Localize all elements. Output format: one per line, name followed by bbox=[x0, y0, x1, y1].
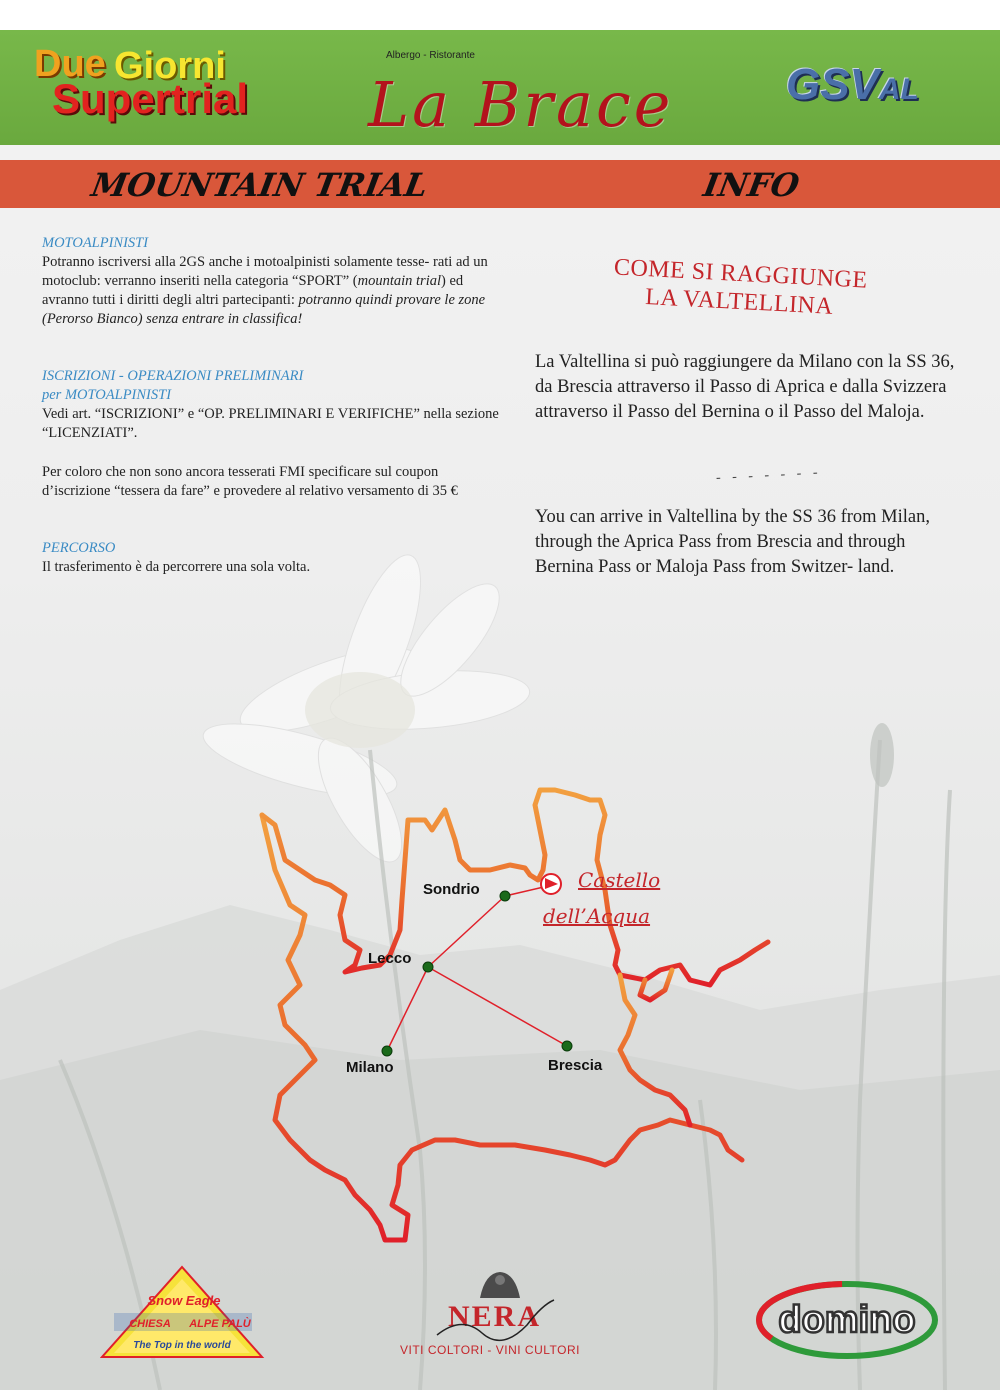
snow-eagle-slogan: The Top in the world bbox=[133, 1340, 231, 1351]
logo-supertrial: Supertrial bbox=[52, 75, 249, 122]
nera-tagline: VITI COLTORI - VINI CULTORI bbox=[400, 1343, 580, 1357]
iscrizioni-heading-line2: per MOTOALPINISTI bbox=[42, 387, 172, 403]
motoalpinisti-text-part1: Potranno iscriversi alla 2GS anche i motoalpinisti solamente tesse- rati ad un motoclub: verranno inseriti nella categoria “SPORT” ( bbox=[42, 254, 488, 289]
domino-wordmark: domino bbox=[778, 1299, 916, 1341]
gsval-suffix: AL bbox=[878, 73, 919, 106]
lecco-marker bbox=[423, 962, 433, 972]
tesserati-text: Per coloro che non sono ancora tesserati FMI specificare sul coupon d’iscrizione “tessera da fare” e provedere al relativo versamento di 35 € bbox=[42, 464, 458, 499]
route-lines bbox=[387, 886, 567, 1051]
title-line2: LA VALTELLINA bbox=[644, 284, 834, 320]
separator-dashes: - - - - - - - bbox=[715, 465, 822, 486]
city-sondrio: Sondrio bbox=[423, 881, 480, 898]
logo-giorni: Giorni bbox=[114, 45, 226, 87]
nera-signature bbox=[432, 1295, 562, 1345]
city-lecco: Lecco bbox=[368, 950, 412, 967]
city-milano: Milano bbox=[346, 1059, 394, 1076]
sondrio-marker bbox=[500, 891, 510, 901]
gsval-main: GSV bbox=[786, 60, 879, 109]
domino-logo bbox=[755, 1280, 940, 1360]
destination-line1: Castello bbox=[578, 868, 661, 892]
mountain-trial-title: MOUNTAIN TRIAL bbox=[88, 166, 431, 204]
motoalpinisti-text-part3: ) ed avranno tutti i diritti degli altri partecipanti: bbox=[42, 273, 464, 308]
nera-brand: NERA bbox=[448, 1300, 542, 1333]
brescia-marker bbox=[562, 1041, 572, 1051]
english-directions: You can arrive in Valtellina by the SS 36 from Milan, through the Aprica Pass from Brescia and through Bernina Pass or Maloja Pass from Switzer- land. bbox=[535, 507, 930, 577]
motoalpinisti-heading: MOTOALPINISTI bbox=[42, 235, 149, 251]
la-brace-name: La Brace bbox=[368, 68, 674, 141]
milano-marker bbox=[382, 1046, 392, 1056]
iscrizioni-text: Vedi art. “ISCRIZIONI” e “OP. PRELIMINARI E VERIFICHE” nella sezione “LICENZIATI”. bbox=[42, 406, 499, 441]
city-brescia: Brescia bbox=[548, 1057, 603, 1074]
iscrizioni-heading-line1: ISCRIZIONI - OPERAZIONI PRELIMINARI bbox=[42, 368, 304, 384]
la-brace-subtitle: Albergo - Ristorante bbox=[386, 50, 475, 61]
info-title: INFO bbox=[700, 166, 803, 204]
percorso-heading: PERCORSO bbox=[42, 540, 116, 556]
title-line1: COME SI RAGGIUNGE bbox=[613, 254, 869, 294]
snow-eagle-alpe: ALPE PALÙ bbox=[189, 1318, 251, 1330]
motoalpinisti-text-part2: mountain trial bbox=[357, 273, 442, 289]
snow-eagle-logo bbox=[100, 1265, 265, 1360]
snow-eagle-chiesa: CHIESA bbox=[129, 1318, 171, 1330]
region-border bbox=[262, 790, 768, 1240]
destination-line2: dell’Acqua bbox=[543, 904, 651, 928]
snow-eagle-title: Snow Eagle bbox=[147, 1293, 221, 1308]
percorso-text: Il trasferimento è da percorrere una sola volta. bbox=[42, 559, 311, 575]
logo-due: Due bbox=[34, 43, 106, 85]
italian-directions: La Valtellina si può raggiungere da Milano con la SS 36, da Brescia attraverso il Passo di Aprica e dalla Svizzera attraverso il Passo del Bernina o il Passo del Maloja. bbox=[535, 352, 955, 422]
motoalpinisti-text-part4: potranno quindi provare le zone (Perorso Bianco) senza entrare in classifica! bbox=[42, 292, 486, 327]
destination-marker-icon bbox=[541, 874, 561, 894]
